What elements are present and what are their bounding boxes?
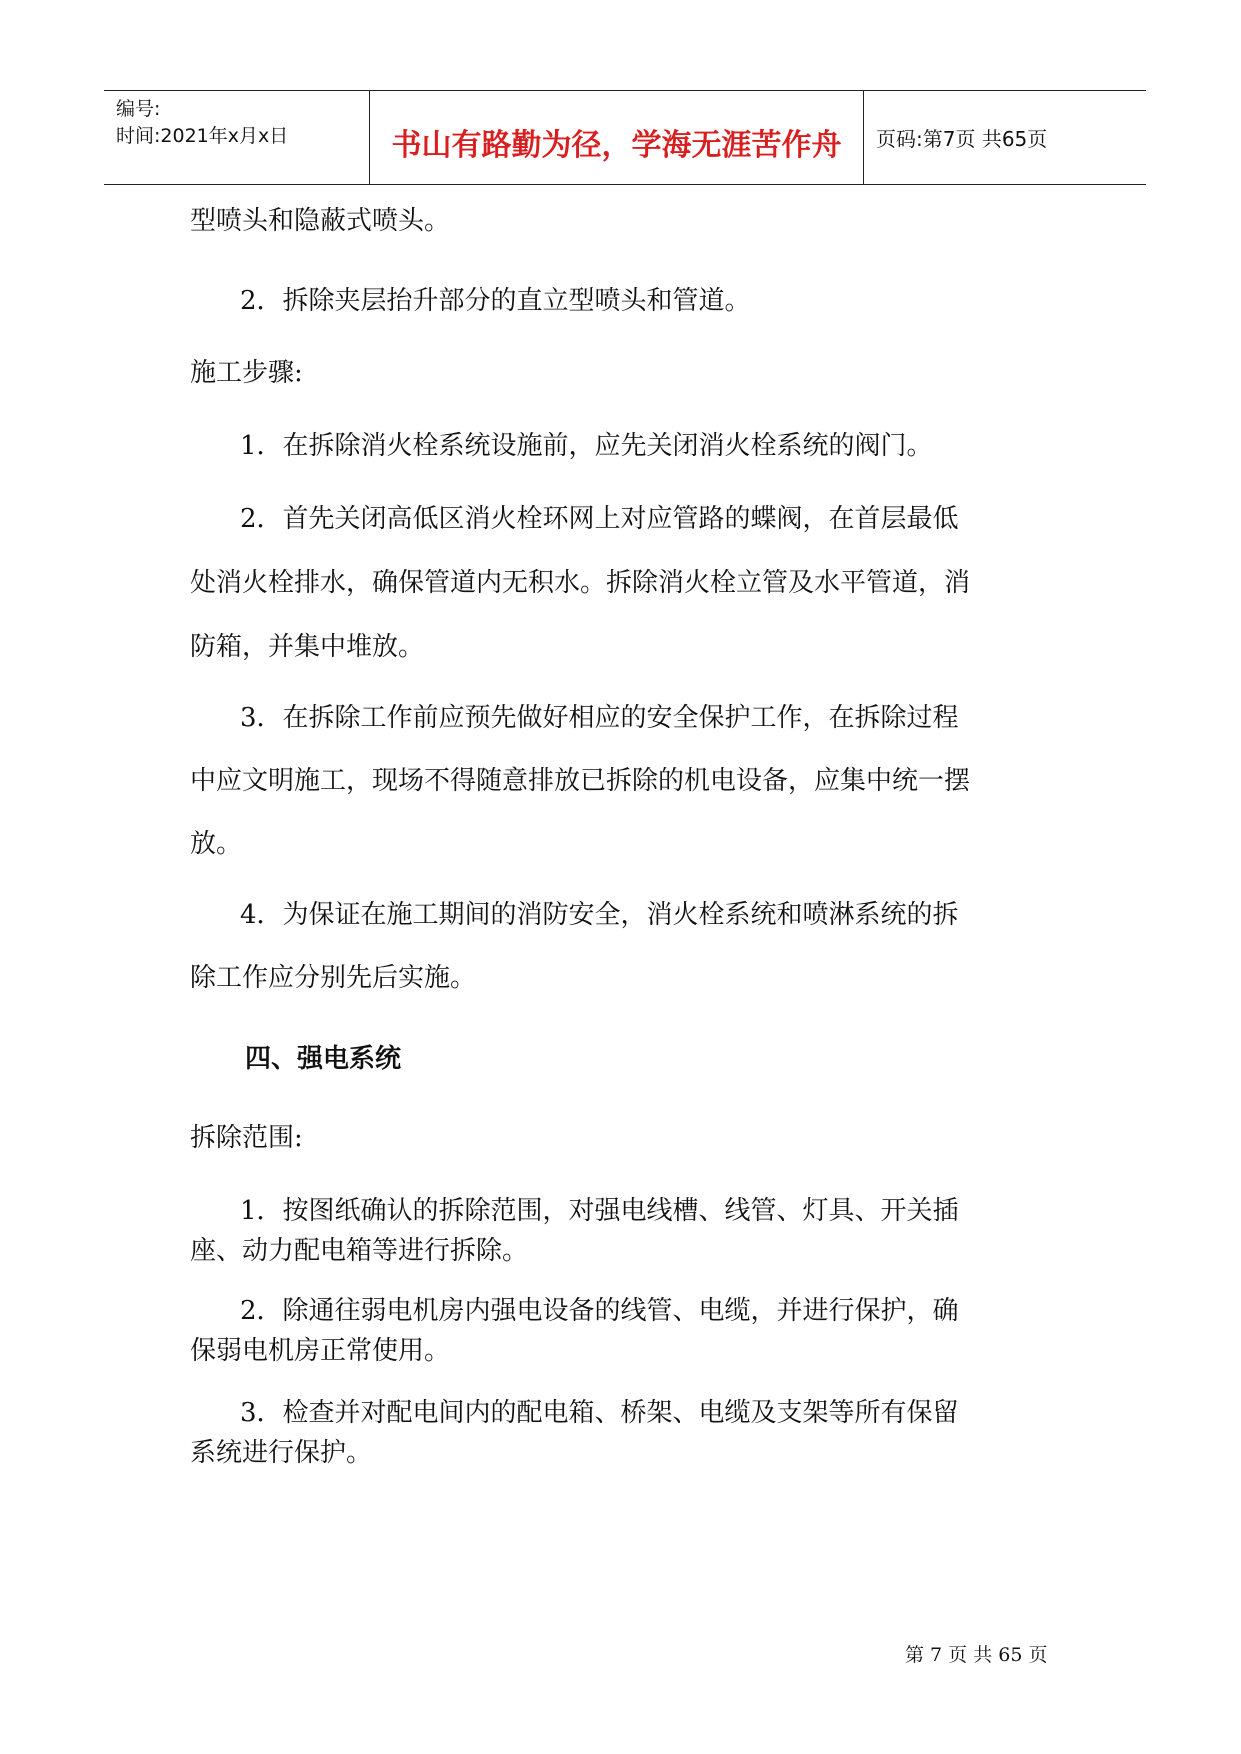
body-line: 放。 xyxy=(190,829,243,859)
body-line: 防箱，并集中堆放。 xyxy=(190,632,425,662)
body-line: 保弱电机房正常使用。 xyxy=(190,1336,451,1366)
body-line: 1．在拆除消火栓系统设施前，应先关闭消火栓系统的阀门。 xyxy=(240,431,933,461)
time-label: 时间:2021年x月x日 xyxy=(116,125,289,147)
body-line: 型喷头和隐蔽式喷头。 xyxy=(190,206,451,236)
header-right-cell xyxy=(864,91,1146,184)
body-line: 系统进行保护。 xyxy=(190,1438,373,1468)
body-line: 2．首先关闭高低区消火栓环网上对应管路的蝶阀，在首层最低 xyxy=(240,504,959,534)
number-label: 编号: xyxy=(116,98,161,120)
page-header xyxy=(104,90,1146,185)
body-line: 1．按图纸确认的拆除范围，对强电线槽、线管、灯具、开关插 xyxy=(240,1196,959,1226)
section-label: 拆除范围: xyxy=(190,1123,303,1153)
header-motto: 书山有路勤为径，学海无涯苦作舟 xyxy=(391,128,842,163)
body-line: 中应文明施工，现场不得随意排放已拆除的机电设备，应集中统一摆 xyxy=(190,766,971,796)
body-line: 2．拆除夹层抬升部分的直立型喷头和管道。 xyxy=(240,286,751,316)
body-line: 处消火栓排水，确保管道内无积水。拆除消火栓立管及水平管道，消 xyxy=(190,568,971,598)
section-heading: 四、强电系统 xyxy=(245,1044,402,1074)
body-line: 2．除通往弱电机房内强电设备的线管、电缆，并进行保护，确 xyxy=(240,1296,959,1326)
body-line: 除工作应分别先后实施。 xyxy=(190,963,477,993)
header-motto-cell xyxy=(369,91,864,184)
page-footer: 第 7 页 共 65 页 xyxy=(905,1644,1048,1666)
header-page-info: 页码:第7页 共65页 xyxy=(876,127,1048,151)
body-line: 4．为保证在施工期间的消防安全，消火栓系统和喷淋系统的拆 xyxy=(240,900,959,930)
header-left-cell xyxy=(104,91,369,184)
body-line: 座、动力配电箱等进行拆除。 xyxy=(190,1236,529,1266)
section-label: 施工步骤: xyxy=(190,358,303,388)
body-line: 3．检查并对配电间内的配电箱、桥架、电缆及支架等所有保留 xyxy=(240,1398,959,1428)
body-line: 3．在拆除工作前应预先做好相应的安全保护工作，在拆除过程 xyxy=(240,703,959,733)
